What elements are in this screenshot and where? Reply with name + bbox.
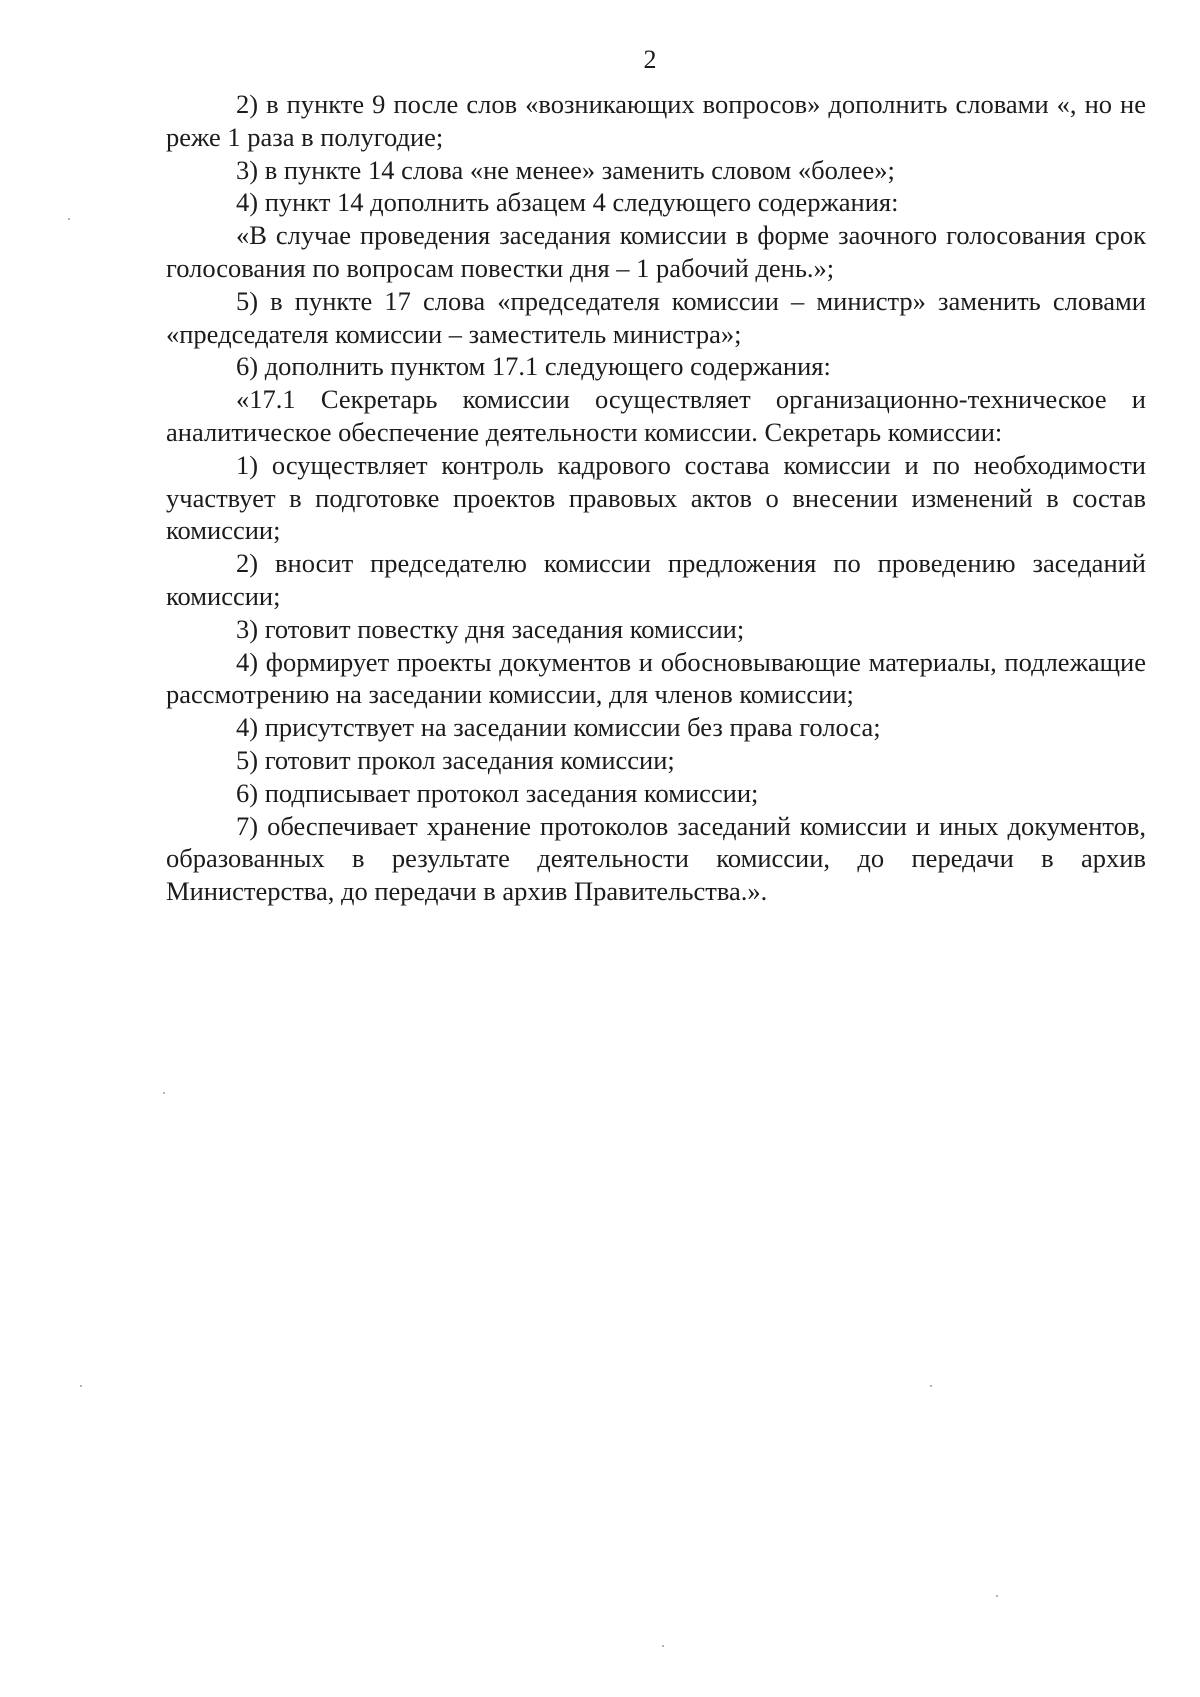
scan-speck <box>80 1385 82 1387</box>
paragraph-quote-abzac-4: «В случае проведения заседания комиссии в форме заочного голосования срок голосования по вопросам повестки дня – 1 рабочий день.»; <box>166 220 1146 283</box>
scan-speck <box>662 1645 664 1647</box>
paragraph-duty-3: 3) готовит повестку дня заседания комиссии; <box>236 613 745 644</box>
paragraph-duty-4a: 4) формирует проекты документов и обосновывающие материалы, подлежащие рассмотрению на заседании комиссии, для членов комиссии; <box>166 646 1146 710</box>
paragraph-duty-5: 5) готовит прокол заседания комиссии; <box>236 744 675 775</box>
scan-speck <box>163 1092 165 1094</box>
paragraph-duty-7: 7) обеспечивает хранение протоколов заседаний комиссии и иных документов, образованных в результате деятельности комиссии, до передачи в архив Министерства, до передачи в архив Правительства.». <box>166 810 1146 907</box>
paragraph-duty-4b: 4) присутствует на заседании комиссии без права голоса; <box>236 712 881 743</box>
paragraph-item-4: 4) пункт 14 дополнить абзацем 4 следующего содержания: <box>236 187 899 218</box>
paragraph-item-6: 6) дополнить пунктом 17.1 следующего содержания: <box>236 351 831 382</box>
page-number: 2 <box>643 45 657 74</box>
paragraph-duty-6: 6) подписывает протокол заседания комиссии; <box>236 777 759 808</box>
paragraph-item-3: 3) в пункте 14 слова «не менее» заменить словом «более»; <box>236 154 895 185</box>
document-body <box>166 88 1146 908</box>
paragraph-clause-17-1: «17.1 Секретарь комиссии осуществляет организационно-техническое и аналитическое обеспечение деятельности комиссии. Секретарь комиссии: <box>166 384 1146 447</box>
paragraph-duty-2: 2) вносит председателю комиссии предложения по проведению заседаний комиссии; <box>166 548 1146 611</box>
scan-speck <box>930 1385 932 1387</box>
paragraph-item-5: 5) в пункте 17 слова «председателя комиссии – министр» заменить словами «председателя комиссии – заместитель министра»; <box>166 285 1146 349</box>
scan-speck <box>996 1595 998 1597</box>
paragraph-item-2: 2) в пункте 9 после слов «возникающих вопросов» дополнить словами «, но не реже 1 раза в полугодие; <box>166 89 1146 152</box>
paragraph-duty-1: 1) осуществляет контроль кадрового состава комиссии и по необходимости участвует в подготовке проектов правовых актов о внесении изменений в состав комиссии; <box>166 449 1146 546</box>
scan-speck <box>68 218 70 220</box>
